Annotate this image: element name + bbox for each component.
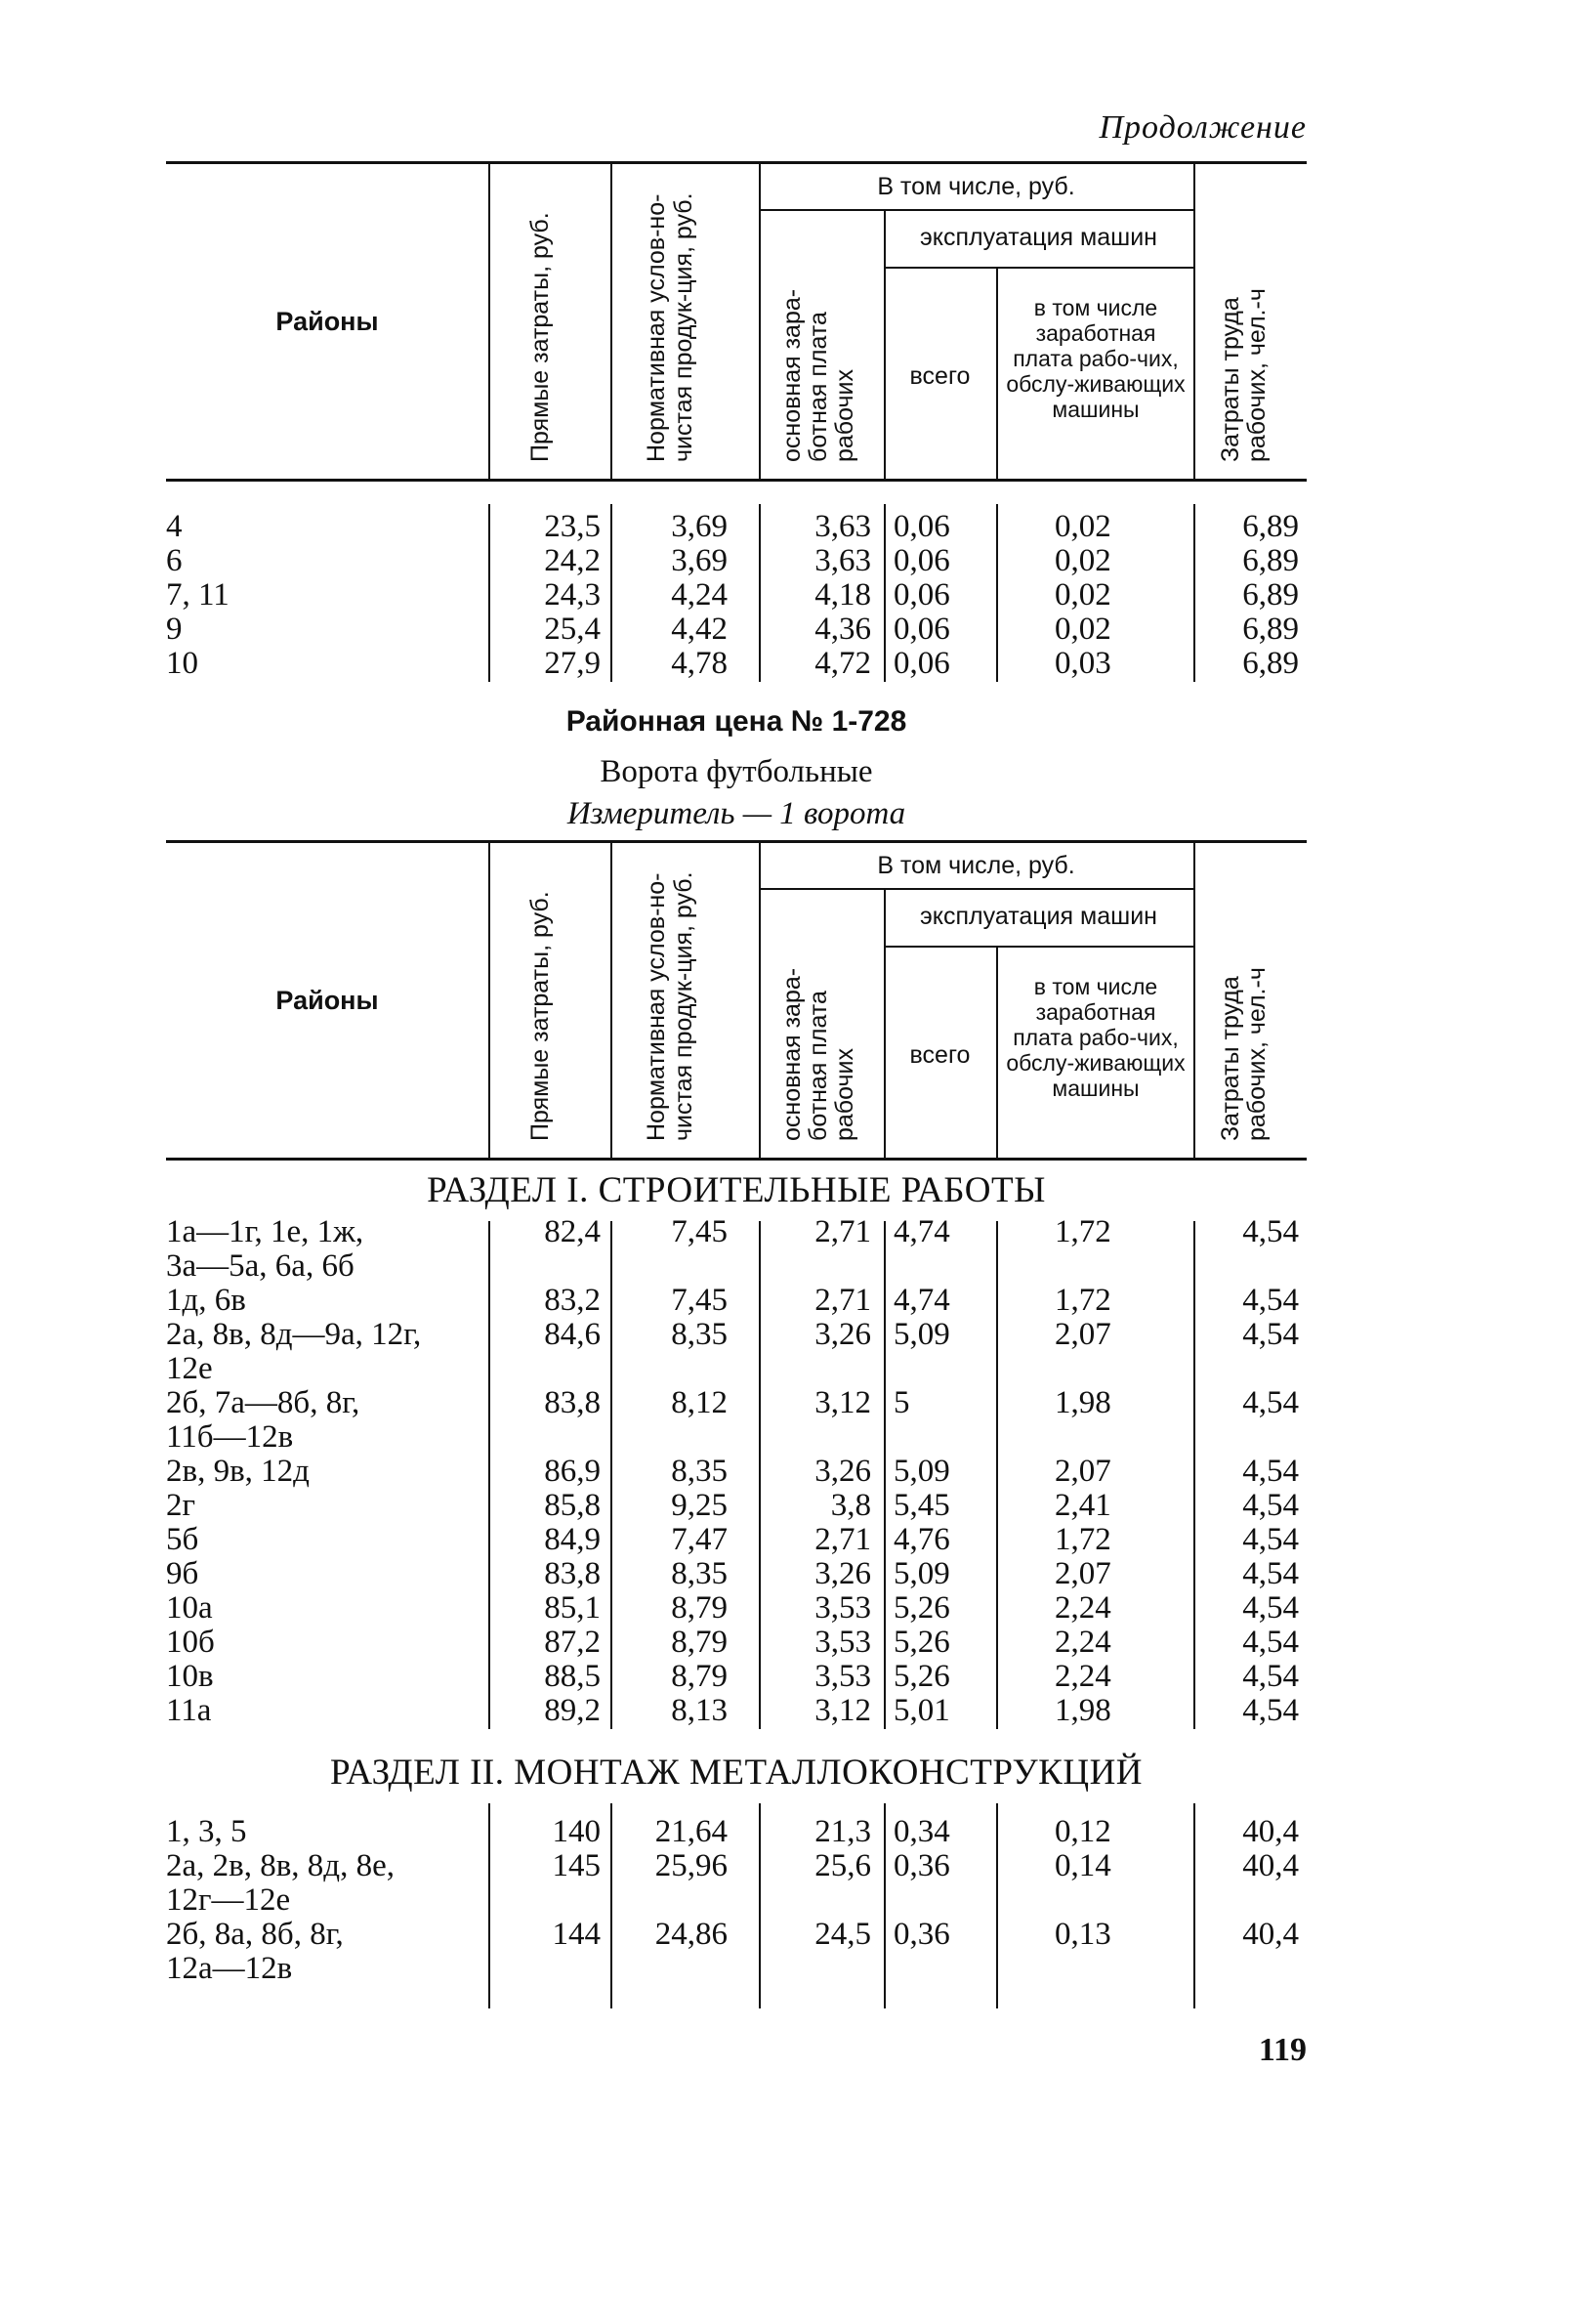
direct-cost-cell: 84,9: [544, 1522, 601, 1557]
header-labor: Затраты труда рабочих, чел.-ч: [1217, 967, 1271, 1141]
machine-wage-cell: 1,98: [1055, 1385, 1111, 1420]
labor-cell: 4,54: [1242, 1693, 1299, 1728]
base-wage-cell: 24,5: [814, 1917, 871, 1952]
district-cell: 2г: [166, 1488, 196, 1523]
base-wage-cell: 3,12: [814, 1385, 871, 1420]
district-cell: 10а: [166, 1590, 213, 1626]
table-row: [166, 1591, 1307, 1626]
header-machine-ops: эксплуатация машин: [920, 903, 1157, 930]
labor-cell: 4,54: [1242, 1454, 1299, 1489]
table-row: [166, 1489, 1307, 1523]
machine-total-cell: 5,09: [894, 1317, 950, 1352]
normative-cell: 8,35: [671, 1317, 728, 1352]
machine-total-cell: 5,09: [894, 1556, 950, 1591]
header-total: всего: [909, 1041, 971, 1069]
district-cell: 2б, 7а—8б, 8г,: [166, 1385, 360, 1420]
labor-cell: 40,4: [1242, 1814, 1299, 1849]
header-direct-costs: Прямые затраты, руб.: [526, 891, 554, 1141]
base-wage-cell: 3,8: [830, 1488, 871, 1523]
machine-total-cell: 4,74: [894, 1283, 950, 1318]
direct-cost-cell: 144: [552, 1917, 601, 1952]
price-name: Ворота футбольные: [600, 754, 873, 789]
section-2-title: РАЗДЕЛ II. МОНТАЖ МЕТАЛЛОКОНСТРУКЦИЙ: [329, 1753, 1144, 1793]
machine-total-cell: 0,36: [894, 1917, 950, 1952]
header-total: всего: [909, 362, 971, 390]
base-wage-cell: 3,53: [814, 1659, 871, 1694]
machine-wage-cell: 0,14: [1055, 1848, 1111, 1883]
district-cell: 1д, 6в: [166, 1283, 246, 1318]
direct-cost-cell: 86,9: [544, 1454, 601, 1489]
machine-total-cell: 5: [894, 1385, 910, 1420]
normative-cell: 21,64: [654, 1814, 728, 1849]
header-normative: Нормативная услов-но-чистая продук-ция, руб.: [643, 871, 697, 1141]
header-labor: Затраты труда рабочих, чел.-ч: [1217, 288, 1271, 462]
base-wage-cell: 2,71: [814, 1214, 871, 1249]
section-1-body: [166, 1215, 1307, 1728]
machine-total-cell: 5,26: [894, 1625, 950, 1660]
header-including: В том числе, руб.: [877, 852, 1075, 879]
machine-total-cell: 0,36: [894, 1848, 950, 1883]
price-titles: [166, 705, 1307, 832]
labor-cell: 40,4: [1242, 1848, 1299, 1883]
machine-wage-cell: 1,72: [1055, 1214, 1111, 1249]
machine-wage-cell: 1,72: [1055, 1522, 1111, 1557]
table-row: [166, 1694, 1307, 1728]
district-cell: 10б: [166, 1625, 215, 1660]
table-row: [166, 1455, 1307, 1489]
table-row: 4 23,5 3,69 3,63 0,06 0,02 6,89: [166, 509, 1299, 544]
table-row: [166, 1557, 1307, 1591]
header-including: В том числе, руб.: [877, 173, 1075, 200]
page: [166, 0, 1307, 2324]
table-row: [166, 1849, 1307, 1918]
direct-cost-cell: 85,1: [544, 1590, 601, 1626]
machine-wage-cell: 2,07: [1055, 1556, 1111, 1591]
base-wage-cell: 2,71: [814, 1283, 871, 1318]
labor-cell: 4,54: [1242, 1522, 1299, 1557]
district-cell: 10в: [166, 1659, 214, 1694]
machine-total-cell: 0,34: [894, 1814, 950, 1849]
base-wage-cell: 3,26: [814, 1454, 871, 1489]
labor-cell: 4,54: [1242, 1556, 1299, 1591]
table-row: [166, 1215, 1307, 1284]
district-cell: 2б, 8а, 8б, 8г,: [166, 1917, 344, 1952]
header-machine-ops: эксплуатация машин: [920, 224, 1157, 251]
district-cell-continuation: 12г—12е: [166, 1882, 291, 1918]
normative-cell: 8,13: [671, 1693, 728, 1728]
base-wage-cell: 3,26: [814, 1556, 871, 1591]
machine-total-cell: 4,76: [894, 1522, 950, 1557]
machine-total-cell: 5,45: [894, 1488, 950, 1523]
section-1-title: РАЗДЕЛ I. СТРОИТЕЛЬНЫЕ РАБОТЫ: [427, 1170, 1046, 1210]
table-row: [166, 1284, 1307, 1318]
table-row: 6 24,2 3,69 3,63 0,06 0,02 6,89: [166, 543, 1299, 578]
direct-cost-cell: 145: [552, 1848, 601, 1883]
table-header-1: [166, 161, 1307, 482]
direct-cost-cell: 89,2: [544, 1693, 601, 1728]
header-machine-wage: в том числе заработная плата рабо-чих, обслу-живающих машины: [1006, 295, 1186, 422]
labor-cell: 4,54: [1242, 1214, 1299, 1249]
base-wage-cell: 3,26: [814, 1317, 871, 1352]
district-cell: 1, 3, 5: [166, 1814, 247, 1849]
normative-cell: 7,45: [671, 1214, 728, 1249]
machine-wage-cell: 2,41: [1055, 1488, 1111, 1523]
table-row: [166, 1660, 1307, 1694]
district-cell-continuation: 3а—5а, 6а, 6б: [166, 1248, 355, 1284]
labor-cell: 40,4: [1242, 1917, 1299, 1952]
base-wage-cell: 25,6: [814, 1848, 871, 1883]
direct-cost-cell: 140: [552, 1814, 601, 1849]
district-cell: 9б: [166, 1556, 199, 1591]
normative-cell: 7,45: [671, 1283, 728, 1318]
normative-cell: 9,25: [671, 1488, 728, 1523]
header-direct-costs: Прямые затраты, руб.: [526, 212, 554, 462]
district-cell: 11а: [166, 1693, 212, 1728]
machine-total-cell: 5,01: [894, 1693, 950, 1728]
header-normative: Нормативная услов-но-чистая продук-ция, руб.: [643, 192, 697, 462]
header-machine-wage: в том числе заработная плата рабо-чих, обслу-живающих машины: [1006, 974, 1186, 1101]
table-row: 9 25,4 4,42 4,36 0,06 0,02 6,89: [166, 612, 1299, 647]
district-cell: 2а, 8в, 8д—9а, 12г,: [166, 1317, 422, 1352]
labor-cell: 4,54: [1242, 1488, 1299, 1523]
machine-total-cell: 5,26: [894, 1590, 950, 1626]
machine-wage-cell: 0,13: [1055, 1917, 1111, 1952]
labor-cell: 4,54: [1242, 1590, 1299, 1626]
header-districts: Районы: [275, 307, 379, 336]
base-wage-cell: 21,3: [814, 1814, 871, 1849]
base-wage-cell: 3,12: [814, 1693, 871, 1728]
direct-cost-cell: 85,8: [544, 1488, 601, 1523]
direct-cost-cell: 83,2: [544, 1283, 601, 1318]
machine-wage-cell: 2,07: [1055, 1454, 1111, 1489]
table-row: [166, 1815, 1307, 1849]
normative-cell: 25,96: [654, 1848, 728, 1883]
machine-wage-cell: 0,12: [1055, 1814, 1111, 1849]
page-number: 119: [1258, 2032, 1307, 2068]
direct-cost-cell: 84,6: [544, 1317, 601, 1352]
labor-cell: 4,54: [1242, 1317, 1299, 1352]
machine-wage-cell: 2,24: [1055, 1659, 1111, 1694]
normative-cell: 8,79: [671, 1625, 728, 1660]
direct-cost-cell: 87,2: [544, 1625, 601, 1660]
table-row: 7, 11 24,3 4,24 4,18 0,06 0,02 6,89: [166, 577, 1299, 613]
machine-wage-cell: 2,24: [1055, 1625, 1111, 1660]
district-cell: 5б: [166, 1522, 199, 1557]
table-row: [166, 1318, 1307, 1386]
table-1-body: [166, 510, 1307, 681]
machine-wage-cell: 1,98: [1055, 1693, 1111, 1728]
machine-total-cell: 4,74: [894, 1214, 950, 1249]
direct-cost-cell: 88,5: [544, 1659, 601, 1694]
section-2-body: [166, 1815, 1307, 1986]
district-cell: 2в, 9в, 12д: [166, 1454, 310, 1489]
continuation-label: Продолжение: [1099, 109, 1307, 146]
normative-cell: 7,47: [671, 1522, 728, 1557]
section-1: [166, 1168, 1307, 1213]
machine-total-cell: 5,26: [894, 1659, 950, 1694]
district-cell: 1а—1г, 1е, 1ж,: [166, 1214, 364, 1249]
normative-cell: 8,35: [671, 1556, 728, 1591]
machine-wage-cell: 1,72: [1055, 1283, 1111, 1318]
base-wage-cell: 2,71: [814, 1522, 871, 1557]
normative-cell: 8,79: [671, 1659, 728, 1694]
direct-cost-cell: 82,4: [544, 1214, 601, 1249]
normative-cell: 8,79: [671, 1590, 728, 1626]
header-districts: Районы: [275, 986, 379, 1015]
direct-cost-cell: 83,8: [544, 1385, 601, 1420]
section-2: [166, 1751, 1307, 1796]
table-row: [166, 1918, 1307, 1986]
district-cell-continuation: 12а—12в: [166, 1951, 293, 1986]
normative-cell: 8,35: [671, 1454, 728, 1489]
direct-cost-cell: 83,8: [544, 1556, 601, 1591]
normative-cell: 24,86: [654, 1917, 728, 1952]
table-row: 10 27,9 4,78 4,72 0,06 0,03 6,89: [166, 646, 1299, 681]
price-unit: Измеритель — 1 ворота: [566, 796, 906, 831]
labor-cell: 4,54: [1242, 1659, 1299, 1694]
labor-cell: 4,54: [1242, 1283, 1299, 1318]
labor-cell: 4,54: [1242, 1625, 1299, 1660]
district-cell-continuation: 11б—12в: [166, 1419, 294, 1455]
table-row: [166, 1626, 1307, 1660]
district-cell-continuation: 12е: [166, 1351, 213, 1386]
table-row: [166, 1523, 1307, 1557]
base-wage-cell: 3,53: [814, 1625, 871, 1660]
normative-cell: 8,12: [671, 1385, 728, 1420]
table-header-2: [166, 840, 1307, 1161]
district-cell: 2а, 2в, 8в, 8д, 8е,: [166, 1848, 395, 1883]
labor-cell: 4,54: [1242, 1385, 1299, 1420]
base-wage-cell: 3,53: [814, 1590, 871, 1626]
header-base-wage: основная зара-ботная плата рабочих: [778, 967, 858, 1141]
machine-total-cell: 5,09: [894, 1454, 950, 1489]
machine-wage-cell: 2,24: [1055, 1590, 1111, 1626]
machine-wage-cell: 2,07: [1055, 1317, 1111, 1352]
header-base-wage: основная зара-ботная плата рабочих: [778, 288, 858, 462]
price-title: Районная цена № 1-728: [565, 705, 907, 738]
table-row: [166, 1386, 1307, 1455]
